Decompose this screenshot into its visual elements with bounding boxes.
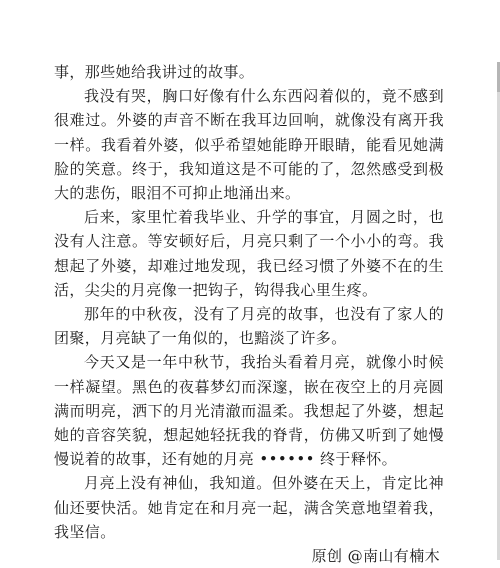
paragraph-5: 今天又是一年中秋节，我抬头看着月亮，就像小时候一样凝望。黑色的夜暮梦幻而深邃，嵌在夜空上的月亮圆满而明亮，洒下的月光清澈而温柔。我想起了外婆，想起她的音容笑貌，想起她轻抚我的脊背，仿佛又听到了她慢慢说着的故事，还有她的月亮 •••••• 终于释怀。 — [54, 353, 444, 469]
paragraph-1: 事，那些她给我讲过的故事。 — [54, 63, 255, 81]
paragraph-2: 我没有哭，胸口好像有什么东西闷着似的，竟不感到很难过。外婆的声音不断在我耳边回响，就像没有离开我一样。我看着外婆，似乎希望她能睁开眼睛，能看见她满脸的笑意。终于，我知道这是不可能的了，忽然感受到极大的悲伤，眼泪不可抑止地涌出来。 — [54, 87, 444, 203]
paragraph-6: 月亮上没有神仙，我知道。但外婆在天上，肯定比神仙还要快活。她肯定在和月亮一起，满含笑意地望着我，我坚信。 — [54, 474, 444, 541]
author-signature: 原创 @南山有楠木 — [311, 547, 440, 566]
paragraph-4: 那年的中秋夜，没有了月亮的故事，也没有了家人的团聚，月亮缺了一角似的，也黯淡了许多。 — [54, 305, 444, 348]
paragraph-3: 后来，家里忙着我毕业、升学的事宜，月圆之时，也没有人注意。等安顿好后，月亮只剩了一个小小的弯。我想起了外婆，却难过地发现，我已经习惯了外婆不在的生活，尖尖的月亮像一把钩子，钩得我心里生疼。 — [54, 208, 444, 299]
article-body — [54, 60, 444, 568]
